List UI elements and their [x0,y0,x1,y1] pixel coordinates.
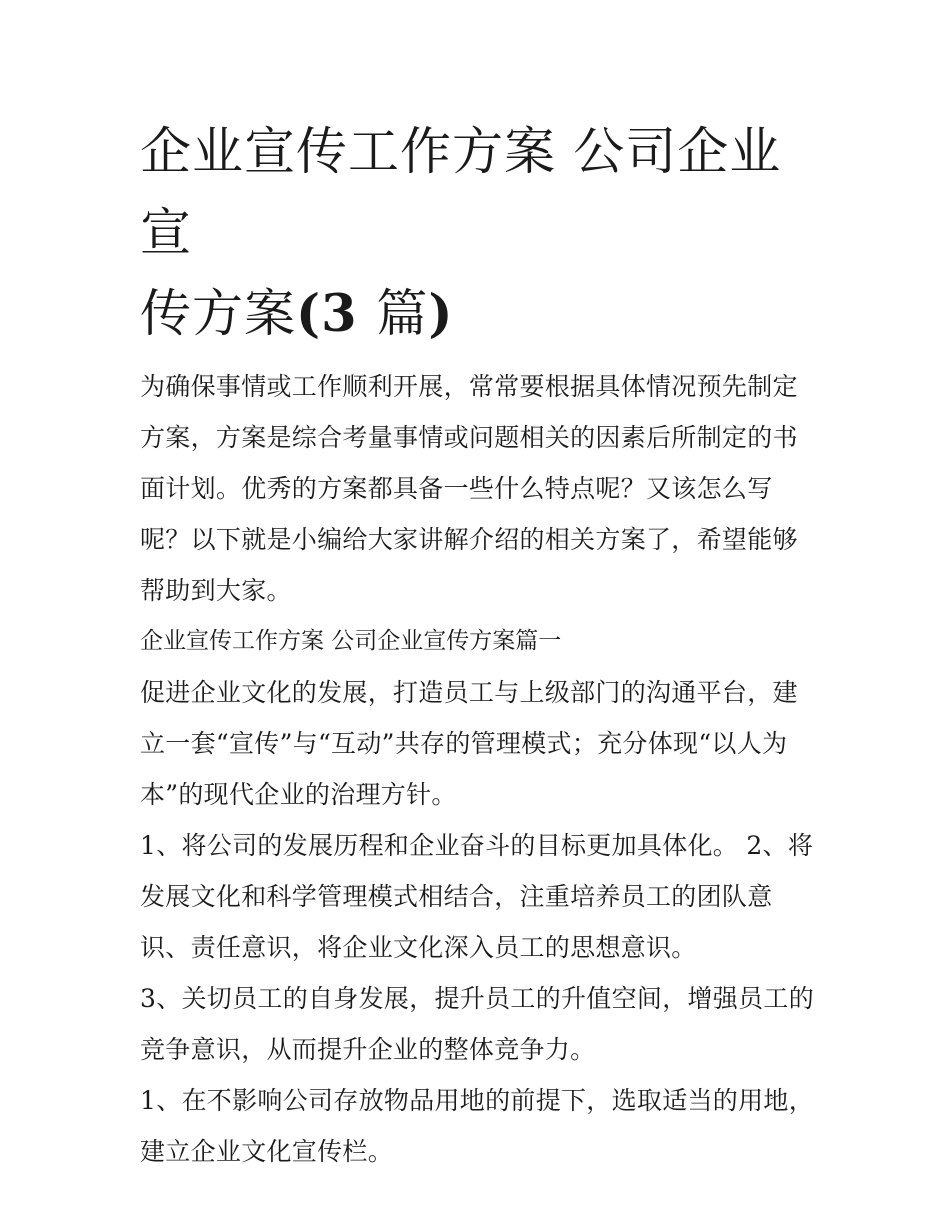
list-item-4: 1、在不影响公司存放物品用地的前提下，选取适当的用地，建立企业文化宣传栏。 [140,1086,815,1166]
list-item-1: 1、将公司的发展历程和企业奋斗的目标更加具体化。 2、将发展文化和科学管理模式相结合，注重培养员工的团队意识、责任意识，将企业文化深入员工的思想意识。 [140,831,814,962]
title-line-2-mid: 篇 [376,285,429,344]
list-item-3: 3、关切员工的自身发展，提升员工的升值空间，增强员工的竞争意识，从而提升企业的整体竞争力。 [140,984,815,1064]
document-page [140,112,820,1177]
title-line-2-bold: (3 [296,284,377,344]
intro-paragraph: 为确保事情或工作顺利开展，常常要根据具体情况预先制定方案，方案是综合考量事情或问题相关的因素后所制定的书面计划。优秀的方案都具备一些什么特点呢？又该怎么写呢？以下就是小编给大家讲解介绍的相关方案了，希望能够帮助到大家。 [140,372,798,605]
title-line-2-pre: 传方案 [140,285,297,344]
title-line-1: 企业宣传工作方案 公司企业宣 [140,123,782,263]
section-heading: 企业宣传工作方案 公司企业宣传方案篇一 [140,628,562,654]
title-line-2-end: ) [428,284,454,344]
purpose-paragraph: 促进企业文化的发展，打造员工与上级部门的沟通平台，建立一套“宣传”与“互动”共存的管理模式；充分体现“以人为本”的现代企业的治理方针。 [140,678,798,809]
document-title [140,112,820,355]
